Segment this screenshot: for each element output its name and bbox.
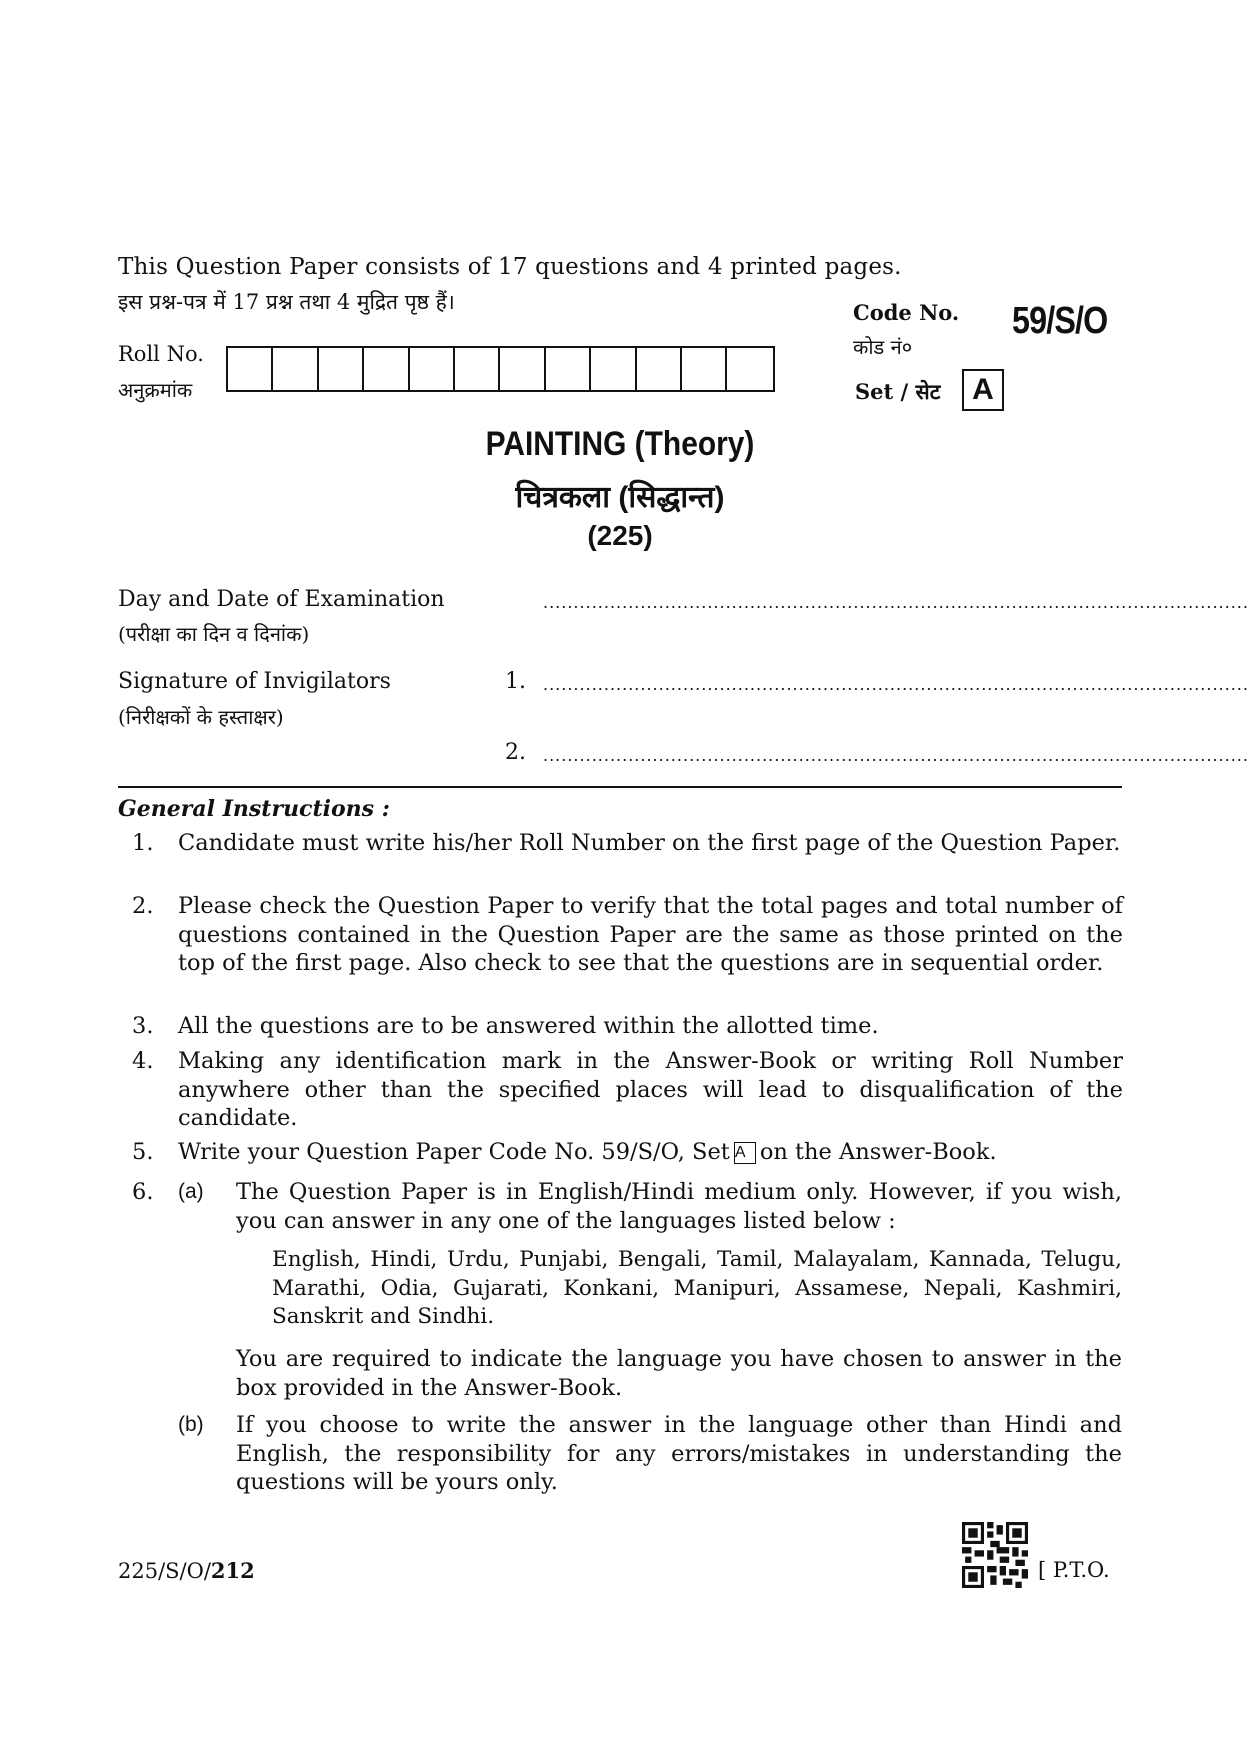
general-instructions-heading: General Instructions :: [118, 796, 390, 822]
question-count-hindi: इस प्रश्न-पत्र में 17 प्रश्न तथा 4 मुद्रित पृष्ठ हैं।: [118, 290, 455, 314]
instruction-item: [118, 892, 1123, 1006]
instruction-item: [118, 1138, 1123, 1167]
roll-box[interactable]: [500, 348, 545, 390]
roll-number-boxes[interactable]: [226, 346, 775, 392]
roll-box[interactable]: [319, 348, 364, 390]
instruction-text: All the questions are to be answered within the allotted time.: [178, 1013, 879, 1039]
roll-box[interactable]: [637, 348, 682, 390]
invigilator-signature-label: Signature of Invigilators: [118, 669, 391, 694]
qr-code-icon: [962, 1522, 1028, 1588]
instruction-item: [118, 1012, 1123, 1041]
instruction-item: [118, 1178, 1123, 1495]
sub-label-a: (a): [178, 1180, 204, 1203]
set-box: A: [962, 369, 1004, 411]
roll-box[interactable]: [228, 348, 273, 390]
instruction-item: [118, 829, 1123, 886]
sub-a-note: You are required to indicate the language you have chosen to answer in the box provided in the Answer-Book.: [236, 1346, 1122, 1401]
invigilator-2-line[interactable]: ....................................................................................................................: [543, 746, 1249, 765]
instruction-number: 1.: [132, 830, 154, 856]
please-turn-over: [ P.T.O.: [1038, 1558, 1110, 1582]
instruction-text: Making any identification mark in the Answer-Book or writing Roll Number anywhere other than the specified places will lead to disqualification of the candidate.: [178, 1048, 1123, 1131]
roll-box[interactable]: [546, 348, 591, 390]
invigilator-signature-label-hindi: (निरीक्षकों के हस्ताक्षर): [118, 705, 284, 729]
instruction-item: [118, 1047, 1123, 1133]
question-count-english: This Question Paper consists of 17 questions and 4 printed pages.: [118, 254, 902, 280]
roll-no-label: Roll No.: [118, 342, 204, 366]
sub-a-text: The Question Paper is in English/Hindi medium only. However, if you wish, you can answer in any one of the languages listed below :: [236, 1179, 1122, 1234]
roll-box[interactable]: [364, 348, 409, 390]
instruction-number: 6.: [132, 1179, 154, 1205]
code-label-hindi: कोड नं०: [853, 335, 913, 359]
code-label: Code No.: [853, 300, 960, 325]
sub-b-text: If you choose to write the answer in the language other than Hindi and English, the responsibility for any errors/mistakes in understanding the questions will be yours only.: [236, 1412, 1122, 1495]
roll-box[interactable]: [682, 348, 727, 390]
instruction-text-before-box: Write your Question Paper Code No. 59/S/O, Set: [178, 1139, 730, 1165]
set-box-inline: A: [734, 1142, 756, 1164]
subject-code: (225): [587, 520, 653, 551]
exam-date-label: Day and Date of Examination: [118, 587, 445, 612]
footer-paper-code: [118, 1558, 255, 1583]
roll-no-label-hindi: अनुक्रमांक: [118, 378, 193, 402]
invigilator-1-line[interactable]: ....................................................................................................................: [543, 675, 1249, 694]
roll-box[interactable]: [727, 348, 772, 390]
instruction-number: 5.: [132, 1139, 154, 1165]
divider: [118, 786, 1122, 788]
instruction-number: 4.: [132, 1048, 154, 1074]
roll-box[interactable]: [273, 348, 318, 390]
roll-box[interactable]: [410, 348, 455, 390]
exam-date-label-hindi: (परीक्षा का दिन व दिनांक): [118, 622, 310, 646]
paper-code: 59/S/O: [1012, 300, 1108, 342]
roll-box[interactable]: [455, 348, 500, 390]
roll-box[interactable]: [591, 348, 636, 390]
instruction-text: Please check the Question Paper to verify that the total pages and total number of questions contained in the Question Paper are the same as those printed on the top of the first page. Also check to see that the questions are in sequential order.: [178, 893, 1123, 976]
instruction-text: [178, 1138, 1123, 1167]
invigilator-1-number: 1.: [505, 669, 526, 694]
exam-date-line[interactable]: ....................................................................................................................: [543, 593, 1249, 612]
instruction-number: 2.: [132, 893, 154, 919]
set-label: Set / सेट: [855, 379, 941, 404]
instruction-number: 3.: [132, 1013, 154, 1039]
invigilator-2-number: 2.: [505, 740, 526, 765]
instruction-text-after-box: on the Answer-Book.: [759, 1139, 997, 1165]
instruction-text: Candidate must write his/her Roll Number on the first page of the Question Paper.: [178, 830, 1121, 856]
subject-title: PAINTING (Theory): [485, 425, 755, 463]
subject-title-hindi: चित्रकला (सिद्धान्त): [515, 481, 725, 514]
sub-label-b: (b): [178, 1413, 204, 1436]
footer-code-number: 212: [210, 1558, 255, 1583]
languages-list: English, Hindi, Urdu, Punjabi, Bengali, Tamil, Malayalam, Kannada, Telugu, Marathi, Odia, Gujarati, Konkani, Manipuri, Assamese, Nepali, Kashmiri, Sanskrit and Sindhi.: [272, 1247, 1122, 1329]
footer-code-prefix: 225/S/O/: [118, 1559, 211, 1583]
